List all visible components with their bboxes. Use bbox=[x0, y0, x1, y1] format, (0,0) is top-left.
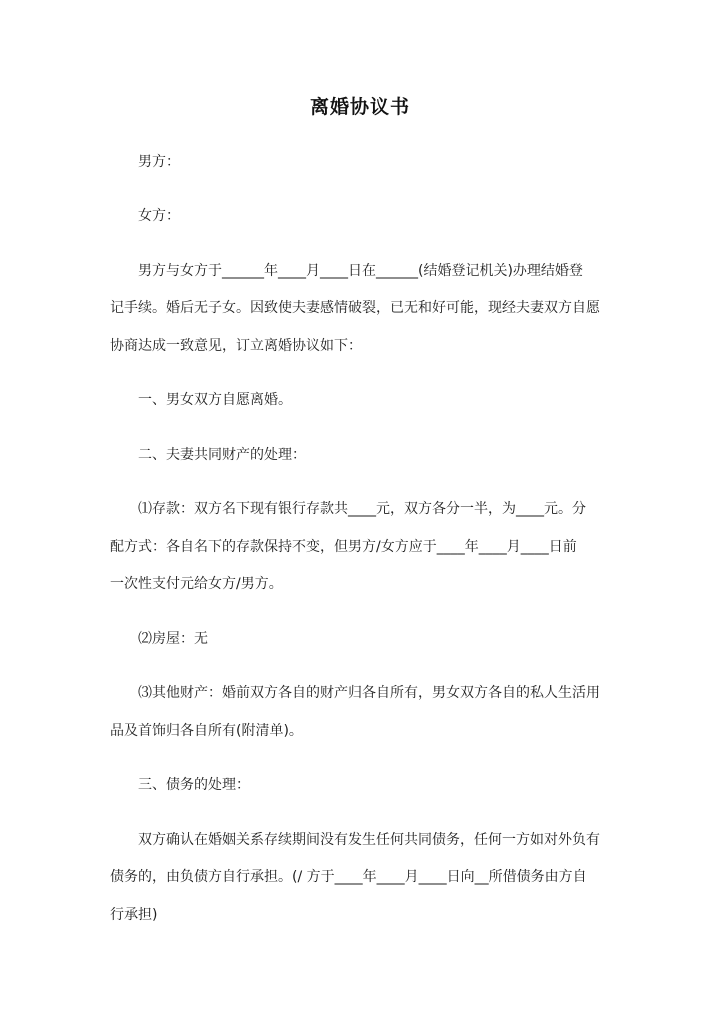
deposit-line-1: ⑴存款：双方名下现有银行存款共____元，双方各分一半，为____元。分 bbox=[138, 501, 586, 517]
clause-2-heading: 二、夫妻共同财产的处理： bbox=[138, 447, 306, 463]
deposit-line-3: 一次性支付元给女方/男方。 bbox=[110, 576, 283, 592]
intro-line-2: 记手续。婚后无子女。因致使夫妻感情破裂，已无和好可能，现经夫妻双方自愿 bbox=[110, 300, 600, 316]
clause-3-heading: 三、债务的处理： bbox=[138, 777, 250, 793]
deposit-line-2: 配方式：各自名下的存款保持不变，但男方/女方应于____年____月____日前 bbox=[110, 539, 577, 555]
intro-line-1: 男方与女方于______年____月____日在______(结婚登记机关)办理结婚登 bbox=[138, 263, 583, 279]
other-property-line-1: ⑶其他财产：婚前双方各自的财产归各自所有，男女双方各自的私人生活用 bbox=[138, 685, 600, 701]
document-title: 离婚协议书 bbox=[309, 96, 410, 118]
male-party-label: 男方： bbox=[138, 154, 180, 170]
debt-line-3: 行承担) bbox=[110, 907, 158, 923]
house-item: ⑵房屋：无 bbox=[138, 631, 208, 647]
other-property-line-2: 品及首饰归各自所有(附清单)。 bbox=[110, 723, 303, 739]
clause-1: 一、男女双方自愿离婚。 bbox=[138, 392, 292, 408]
intro-line-3: 协商达成一致意见，订立离婚协议如下： bbox=[110, 338, 362, 354]
debt-line-2: 债务的，由负债方自行承担。(/ 方于____年____月____日向__所借债务由方自 bbox=[110, 869, 587, 885]
female-party-label: 女方： bbox=[138, 208, 180, 224]
debt-line-1: 双方确认在婚姻关系存续期间没有发生任何共同债务，任何一方如对外负有 bbox=[138, 832, 600, 848]
